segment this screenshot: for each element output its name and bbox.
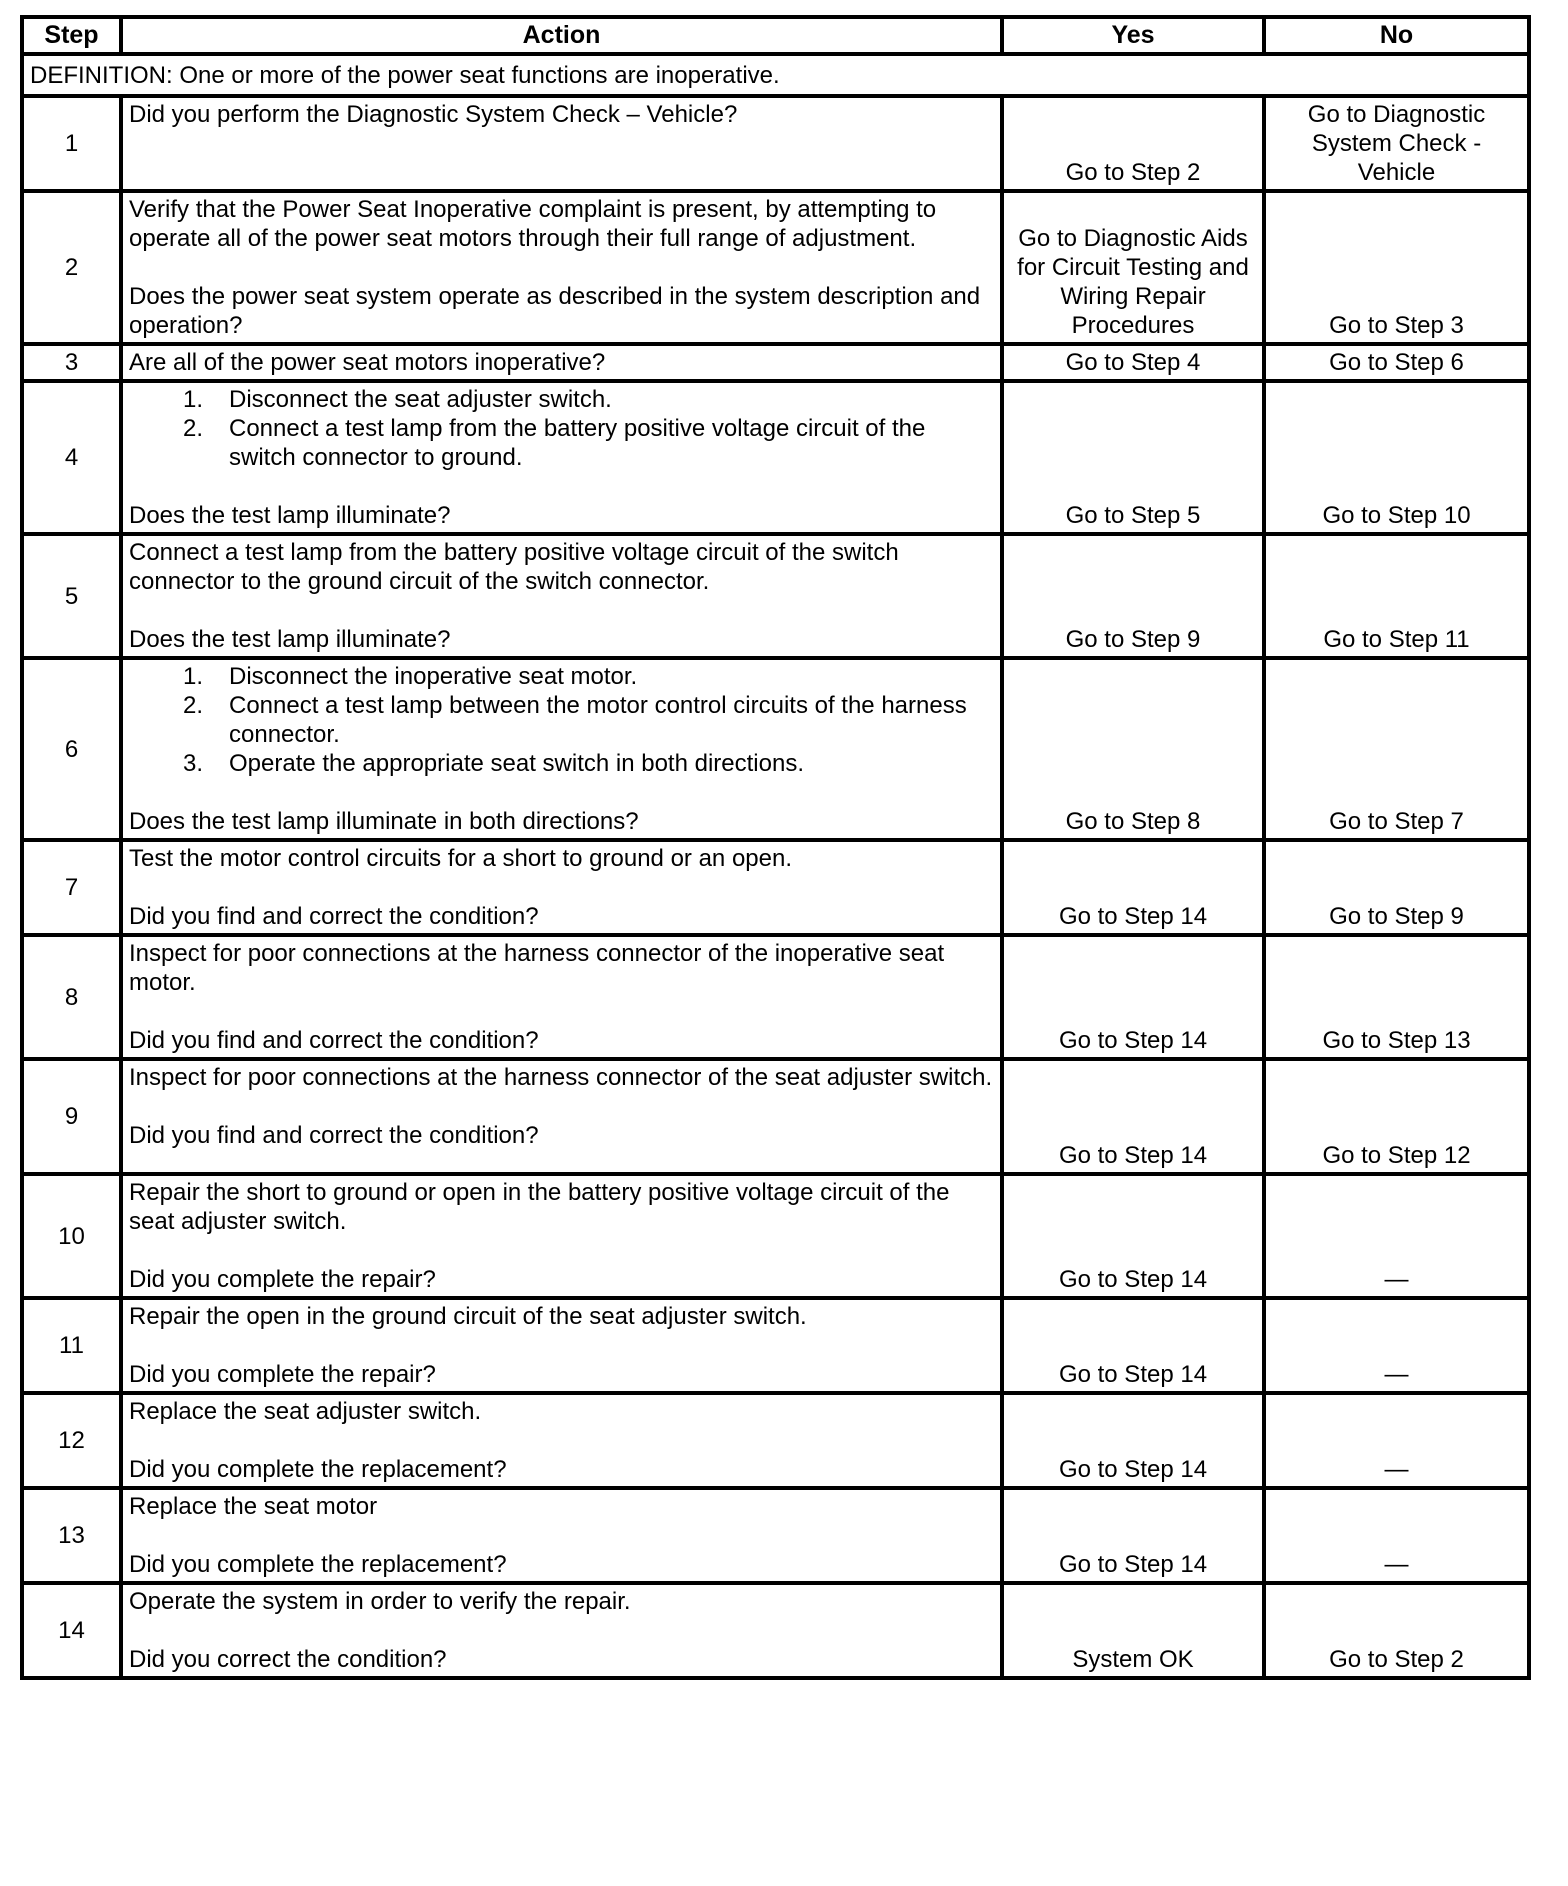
- header-no: No: [1264, 17, 1529, 54]
- spacer: [129, 1616, 994, 1645]
- table-row: [22, 381, 1529, 534]
- action-instruction: Inspect for poor connections at the harness connector of the seat adjuster switch.: [129, 1064, 993, 1091]
- action-question: Did you find and correct the condition?: [129, 903, 539, 930]
- procedure-item-number: 2.: [183, 692, 204, 719]
- step-number: 4: [22, 381, 121, 534]
- definition-row: [22, 54, 1529, 96]
- procedure-item-number: 1.: [183, 386, 204, 413]
- action-question: Does the test lamp illuminate in both directions?: [129, 808, 639, 835]
- action-instruction: Are all of the power seat motors inoperative?: [129, 349, 606, 376]
- action-cell: [121, 1298, 1002, 1393]
- table-row: [22, 96, 1529, 191]
- step-number: 5: [22, 534, 121, 658]
- spacer: [129, 1092, 994, 1121]
- yes-result: Go to Step 14: [1002, 1059, 1264, 1174]
- step-number: 8: [22, 935, 121, 1059]
- action-instruction: Did you perform the Diagnostic System Check – Vehicle?: [129, 101, 738, 128]
- header-row: [22, 17, 1529, 54]
- action-question: Does the test lamp illuminate?: [129, 626, 451, 653]
- table-row: [22, 1583, 1529, 1678]
- action-cell: [121, 1488, 1002, 1583]
- action-question: Does the test lamp illuminate?: [129, 502, 451, 529]
- action-instruction: Replace the seat motor: [129, 1493, 378, 1520]
- table-row: [22, 935, 1529, 1059]
- action-cell: [121, 840, 1002, 935]
- action-question: Did you complete the repair?: [129, 1361, 436, 1388]
- table-row: [22, 1174, 1529, 1298]
- no-result: Go to Diagnostic System Check - Vehicle: [1264, 96, 1529, 191]
- step-number: 10: [22, 1174, 121, 1298]
- table-row: [22, 1393, 1529, 1488]
- action-cell: [121, 935, 1002, 1059]
- no-result: Go to Step 7: [1264, 658, 1529, 840]
- action-question: Did you complete the repair?: [129, 1266, 436, 1293]
- table-row: [22, 1298, 1529, 1393]
- action-instruction: Repair the open in the ground circuit of the seat adjuster switch.: [129, 1303, 807, 1330]
- procedure-item-text: Disconnect the seat adjuster switch.: [229, 386, 612, 413]
- action-instruction: Repair the short to ground or open in the battery positive voltage circuit of the seat adjuster switch.: [129, 1179, 950, 1235]
- step-number: 3: [22, 344, 121, 381]
- diagnostic-table: [20, 15, 1531, 1680]
- procedure-item: [129, 385, 994, 414]
- action-cell: [121, 191, 1002, 344]
- step-number: 12: [22, 1393, 121, 1488]
- spacer: [129, 1521, 994, 1550]
- procedure-item: [129, 691, 994, 749]
- action-instruction: Test the motor control circuits for a short to ground or an open.: [129, 845, 792, 872]
- spacer: [129, 596, 994, 625]
- spacer: [129, 472, 994, 501]
- no-result: —: [1264, 1174, 1529, 1298]
- table-row: [22, 191, 1529, 344]
- no-result: —: [1264, 1488, 1529, 1583]
- action-cell: [121, 1174, 1002, 1298]
- no-result: Go to Step 6: [1264, 344, 1529, 381]
- step-number: 13: [22, 1488, 121, 1583]
- spacer: [129, 997, 994, 1026]
- step-number: 6: [22, 658, 121, 840]
- action-cell: [121, 96, 1002, 191]
- step-number: 7: [22, 840, 121, 935]
- yes-result: Go to Diagnostic Aids for Circuit Testing and Wiring Repair Procedures: [1002, 191, 1264, 344]
- table-row: [22, 344, 1529, 381]
- procedure-item-number: 1.: [183, 663, 204, 690]
- yes-result: Go to Step 9: [1002, 534, 1264, 658]
- spacer: [129, 253, 994, 282]
- procedure-list: [129, 385, 994, 472]
- table-row: [22, 534, 1529, 658]
- step-number: 1: [22, 96, 121, 191]
- action-question: Did you complete the replacement?: [129, 1551, 507, 1578]
- no-result: Go to Step 10: [1264, 381, 1529, 534]
- no-result: Go to Step 3: [1264, 191, 1529, 344]
- step-number: 14: [22, 1583, 121, 1678]
- spacer: [129, 778, 994, 807]
- action-instruction: Inspect for poor connections at the harness connector of the inoperative seat motor.: [129, 940, 945, 996]
- spacer: [129, 1236, 994, 1265]
- action-cell: [121, 381, 1002, 534]
- procedure-list: [129, 662, 994, 778]
- procedure-item-text: Connect a test lamp between the motor control circuits of the harness connector.: [229, 692, 967, 748]
- no-result: Go to Step 12: [1264, 1059, 1529, 1174]
- step-number: 9: [22, 1059, 121, 1174]
- action-instruction: Connect a test lamp from the battery positive voltage circuit of the switch connector to the ground circuit of the switch connector.: [129, 539, 899, 595]
- no-result: —: [1264, 1298, 1529, 1393]
- procedure-item-number: 3.: [183, 750, 204, 777]
- step-number: 11: [22, 1298, 121, 1393]
- procedure-item-text: Operate the appropriate seat switch in both directions.: [229, 750, 804, 777]
- action-instruction: Operate the system in order to verify the repair.: [129, 1588, 631, 1615]
- yes-result: Go to Step 14: [1002, 1488, 1264, 1583]
- action-cell: [121, 1583, 1002, 1678]
- header-yes: Yes: [1002, 17, 1264, 54]
- header-step: Step: [22, 17, 121, 54]
- spacer: [129, 1331, 994, 1360]
- action-instruction: Verify that the Power Seat Inoperative complaint is present, by attempting to operate all of the power seat motors through their full range of adjustment.: [129, 196, 937, 252]
- no-result: Go to Step 13: [1264, 935, 1529, 1059]
- spacer: [129, 873, 994, 902]
- table-row: [22, 1488, 1529, 1583]
- yes-result: Go to Step 14: [1002, 840, 1264, 935]
- table-row: [22, 840, 1529, 935]
- procedure-item: [129, 749, 994, 778]
- yes-result: Go to Step 14: [1002, 1393, 1264, 1488]
- step-number: 2: [22, 191, 121, 344]
- action-cell: [121, 1393, 1002, 1488]
- action-question: Did you complete the replacement?: [129, 1456, 507, 1483]
- procedure-item-text: Disconnect the inoperative seat motor.: [229, 663, 638, 690]
- no-result: Go to Step 11: [1264, 534, 1529, 658]
- header-action: Action: [121, 17, 1002, 54]
- procedure-item: [129, 414, 994, 472]
- action-question: Did you find and correct the condition?: [129, 1027, 539, 1054]
- action-question: Does the power seat system operate as described in the system description and operation?: [129, 283, 981, 339]
- procedure-item: [129, 662, 994, 691]
- yes-result: Go to Step 14: [1002, 1174, 1264, 1298]
- action-cell: [121, 344, 1002, 381]
- yes-result: Go to Step 2: [1002, 96, 1264, 191]
- action-cell: [121, 1059, 1002, 1174]
- yes-result: Go to Step 14: [1002, 935, 1264, 1059]
- table-row: [22, 658, 1529, 840]
- no-result: Go to Step 2: [1264, 1583, 1529, 1678]
- yes-result: Go to Step 14: [1002, 1298, 1264, 1393]
- definition-text: DEFINITION: One or more of the power seat functions are inoperative.: [22, 54, 1529, 96]
- action-question: Did you correct the condition?: [129, 1646, 447, 1673]
- no-result: —: [1264, 1393, 1529, 1488]
- action-cell: [121, 658, 1002, 840]
- action-cell: [121, 534, 1002, 658]
- yes-result: Go to Step 8: [1002, 658, 1264, 840]
- procedure-item-text: Connect a test lamp from the battery positive voltage circuit of the switch connector to ground.: [229, 415, 926, 471]
- yes-result: Go to Step 4: [1002, 344, 1264, 381]
- table-row: [22, 1059, 1529, 1174]
- action-instruction: Replace the seat adjuster switch.: [129, 1398, 482, 1425]
- yes-result: System OK: [1002, 1583, 1264, 1678]
- yes-result: Go to Step 5: [1002, 381, 1264, 534]
- procedure-item-number: 2.: [183, 415, 204, 442]
- action-question: Did you find and correct the condition?: [129, 1122, 539, 1149]
- spacer: [129, 1426, 994, 1455]
- no-result: Go to Step 9: [1264, 840, 1529, 935]
